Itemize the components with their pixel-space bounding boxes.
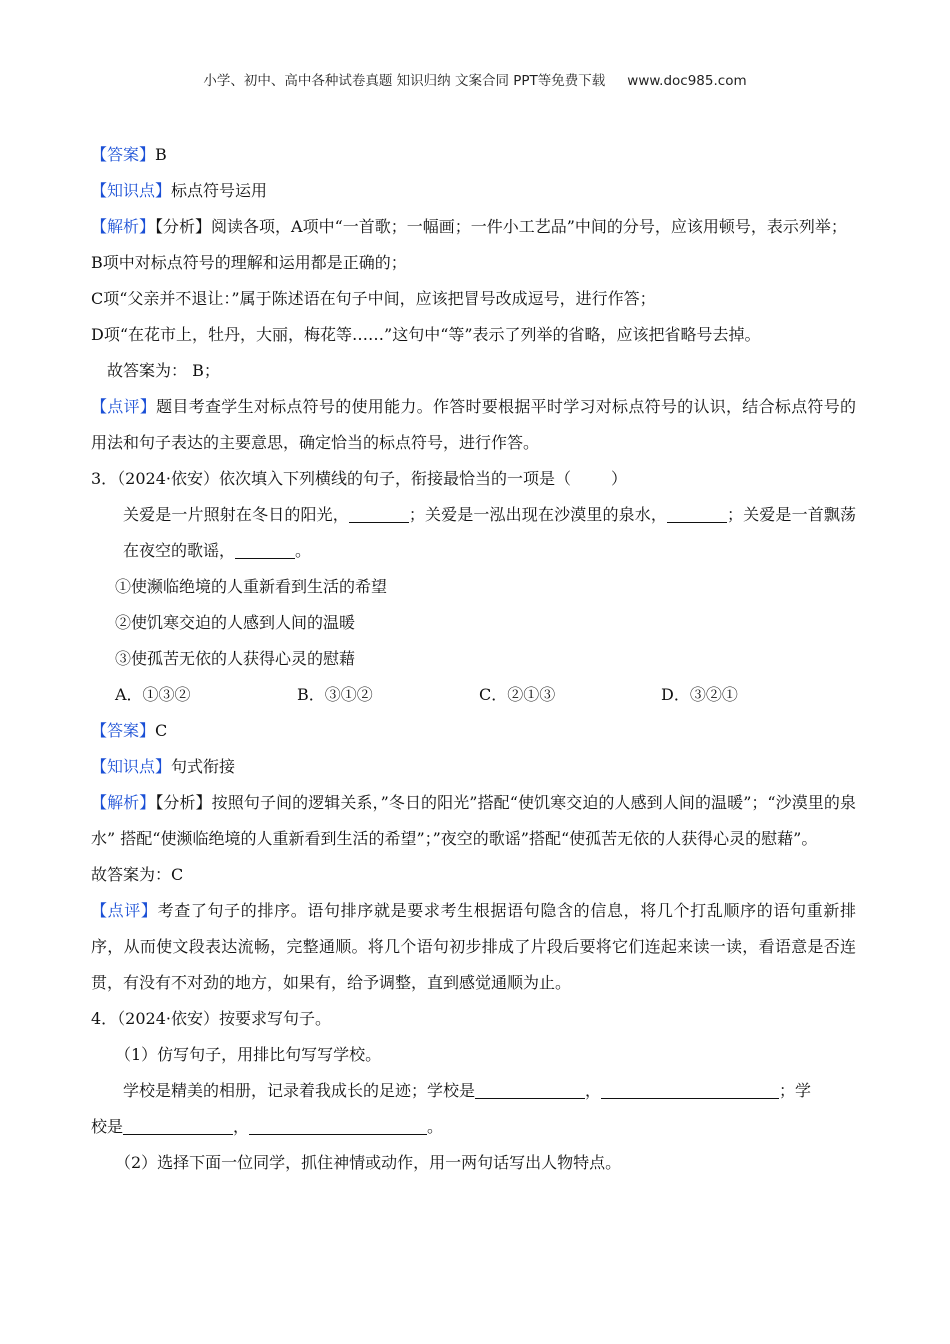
q2-analysis-p1: 【分析】阅读各项，A项中“一首歌；一幅画；一件小工艺品”中间的分号，应该用顿号，表示列举； [155, 217, 847, 236]
q3-knowledge-value: 句式衔接 [171, 757, 236, 776]
q3-item-2: ②使饥寒交迫的人感到人间的温暖 [115, 613, 356, 632]
q2-conclusion: 故答案为： B； [107, 361, 220, 380]
q2-answer [91, 137, 856, 173]
q4-comma-2: ， [233, 1117, 250, 1136]
q4-blank-3[interactable] [123, 1116, 233, 1135]
q3-option-d[interactable]: D．③②① [661, 685, 738, 704]
q3-passage-c: ；关爱是一首飘荡在夜空的歌谣， [123, 505, 856, 560]
q3-passage [91, 497, 856, 569]
q2-knowledge [91, 173, 856, 209]
q2-analysis-p4: D项“在花市上，牡丹，大丽，梅花等……”这句中“等”表示了列举的省略，应该把省略号去掉。 [91, 325, 761, 344]
q3-stem [91, 461, 856, 497]
q4-passage-a: 学校是精美的相册，记录着我成长的足迹；学校是 [123, 1081, 476, 1100]
q3-comment-text: 考查了句子的排序。语句排序就是要求考生根据语句隐含的信息，将几个打乱顺序的语句重新排序，从而使文段表达流畅，完整通顺。将几个语句初步排成了片段后要将它们连起来读一读，看语意是否连贯，有没有不对劲的地方，如果有，给予调整，直到感觉通顺为止。 [91, 901, 856, 992]
q3-knowledge [91, 749, 856, 785]
q3-answer [91, 713, 856, 749]
q2-comment [91, 389, 856, 461]
q3-answer-tag: 【答案】 [91, 721, 156, 740]
q4-passage-c: 校是 [91, 1117, 124, 1136]
q4-passage-line1 [91, 1073, 856, 1109]
q3-option-b[interactable]: B．③①② [297, 685, 373, 704]
q3-stem-text: 3．（2024·依安）依次填入下列横线的句子，衔接最恰当的一项是（ [91, 469, 571, 488]
q3-comment-tag: 【点评】 [91, 901, 158, 920]
q4-stem: 4．（2024·依安）按要求写句子。 [91, 1009, 331, 1028]
header-text: 小学、初中、高中各种试卷真题 知识归纳 文案合同 PPT等免费下载 [203, 73, 606, 89]
q3-option-c[interactable]: C．②①③ [479, 685, 556, 704]
q4-period: 。 [427, 1117, 444, 1136]
q2-answer-tag: 【答案】 [91, 145, 156, 164]
q3-passage-b: ；关爱是一泓出现在沙漠里的泉水， [408, 505, 668, 524]
q3-analysis-tag: 【解析】 [91, 793, 156, 812]
q3-passage-d: 。 [295, 541, 312, 560]
q4-blank-2[interactable] [601, 1080, 779, 1099]
q4-sub1: （1）仿写句子，用排比句写写学校。 [115, 1045, 382, 1064]
q3-blank-3[interactable] [235, 540, 295, 559]
document-body [91, 137, 856, 1181]
q3-answer-value: C [155, 721, 168, 740]
q4-passage-b: ；学 [779, 1081, 812, 1100]
q3-analysis-text: 【分析】按照句子间的逻辑关系，”冬日的阳光”搭配“使饥寒交迫的人感到人间的温暖”；“沙漠里的泉水” 搭配“使濒临绝境的人重新看到生活的希望”；”夜空的歌谣”搭配“使孤苦无依的人获得心灵的慰藉”。 [91, 793, 856, 848]
q3-option-a[interactable]: A．①③② [115, 685, 191, 704]
q3-item-3: ③使孤苦无依的人获得心灵的慰藉 [115, 649, 356, 668]
q2-comment-tag: 【点评】 [91, 397, 157, 416]
q3-item-1: ①使濒临绝境的人重新看到生活的希望 [115, 577, 388, 596]
q3-blank-1[interactable] [349, 504, 409, 523]
q3-comment [91, 893, 856, 1001]
q2-knowledge-value: 标点符号运用 [171, 181, 268, 200]
q3-options [91, 677, 856, 713]
header-site[interactable]: www.doc985.com [627, 73, 747, 89]
q2-analysis [91, 209, 856, 245]
q3-knowledge-tag: 【知识点】 [91, 757, 172, 776]
q2-analysis-tag: 【解析】 [91, 217, 156, 236]
q3-blank-2[interactable] [667, 504, 727, 523]
q4-blank-4[interactable] [249, 1116, 427, 1135]
q2-analysis-p3: C项“父亲并不退让：”属于陈述语在句子中间，应该把冒号改成逗号，进行作答； [91, 289, 656, 308]
q2-answer-value: B [155, 145, 167, 164]
page-header [0, 69, 950, 89]
q4-blank-1[interactable] [475, 1080, 585, 1099]
q3-passage-a: 关爱是一片照射在冬日的阳光， [123, 505, 349, 524]
q2-analysis-p2: B项中对标点符号的理解和运用都是正确的； [91, 253, 407, 272]
q4-passage-line2 [91, 1109, 856, 1145]
q3-stem-end: ） [611, 469, 628, 488]
q2-comment-text: 题目考查学生对标点符号的使用能力。作答时要根据平时学习对标点符号的认识，结合标点符号的用法和句子表达的主要意思，确定恰当的标点符号，进行作答。 [91, 397, 856, 452]
q4-comma-1: ， [585, 1081, 602, 1100]
q3-conclusion: 故答案为：C [91, 865, 184, 884]
q2-knowledge-tag: 【知识点】 [91, 181, 172, 200]
q3-analysis [91, 785, 856, 857]
q4-sub2: （2）选择下面一位同学，抓住神情或动作，用一两句话写出人物特点。 [115, 1153, 622, 1172]
